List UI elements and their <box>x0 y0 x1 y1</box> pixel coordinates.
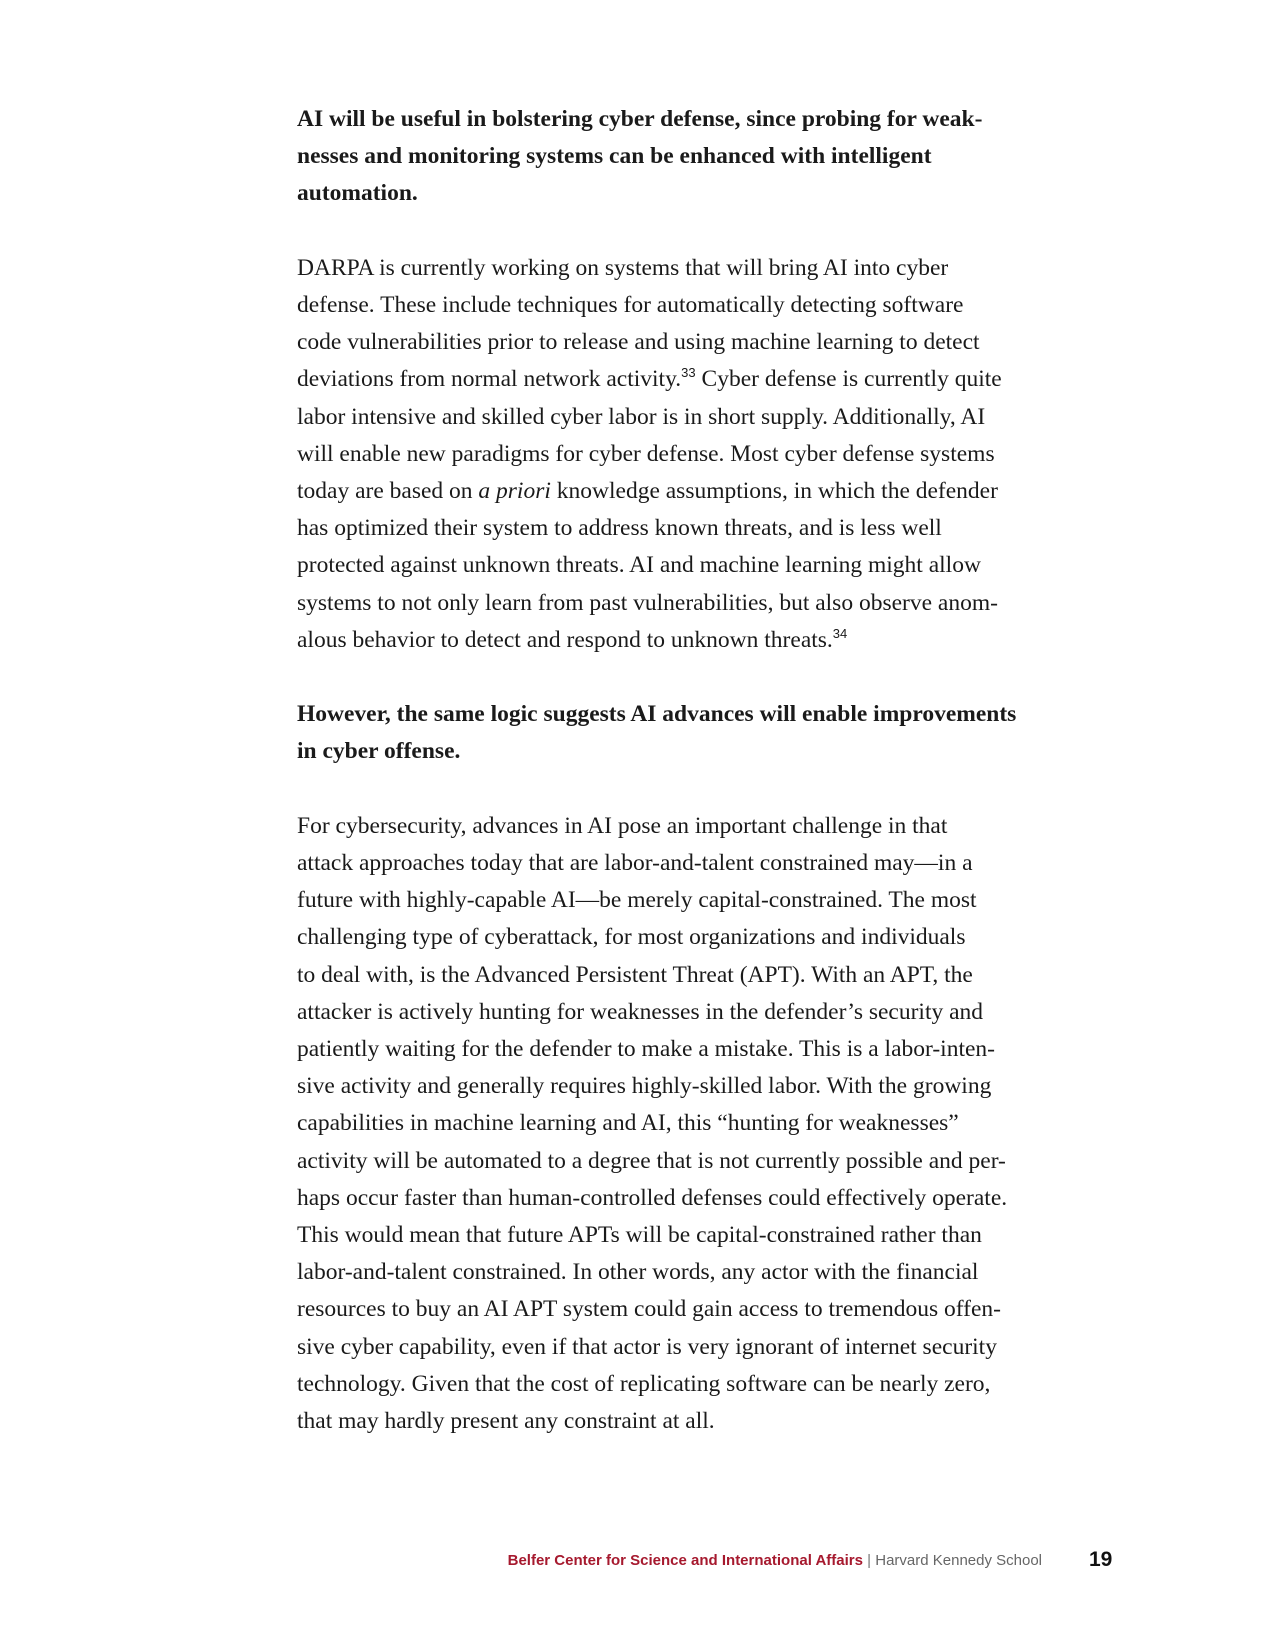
text-line: haps occur faster than human-controlled defenses could effectively operate. <box>297 1184 1008 1211</box>
text-segment: knowledge assumptions, in which the defender <box>550 478 998 505</box>
heading-line: AI will be useful in bolstering cyber defense, since probing for weak- <box>297 106 983 132</box>
text-line: that may hardly present any constraint at all. <box>297 1408 715 1435</box>
page-footer <box>0 1548 1275 1578</box>
text-line: technology. Given that the cost of replicating software can be nearly zero, <box>297 1370 991 1397</box>
text-line: attacker is actively hunting for weaknesses in the defender’s security and <box>297 998 984 1025</box>
footer-separator: | <box>863 1552 876 1569</box>
text-segment: deviations from normal network activity. <box>297 366 682 393</box>
text-line: capabilities in machine learning and AI, this “hunting for weaknesses” <box>297 1110 959 1137</box>
paragraph-gap <box>297 771 1057 808</box>
text-line: For cybersecurity, advances in AI pose an important challenge in that <box>297 812 948 839</box>
text-line: challenging type of cyberattack, for most organizations and individuals <box>297 924 966 951</box>
text-line: future with highly-capable AI—be merely capital-constrained. The most <box>297 887 977 914</box>
text-line: activity will be automated to a degree that is not currently possible and per- <box>297 1147 1006 1174</box>
text-line <box>297 473 1057 510</box>
text-line: labor intensive and skilled cyber labor is in short supply. Additionally, AI <box>297 403 986 430</box>
text-line: labor-and-talent constrained. In other words, any actor with the financial <box>297 1259 979 1286</box>
paragraph-apt-cybersecurity <box>297 808 1057 1440</box>
page-number: 19 <box>1089 1548 1113 1571</box>
text-line: DARPA is currently working on systems that will bring AI into cyber <box>297 254 949 281</box>
text-line: has optimized their system to address known threats, and is less well <box>297 515 942 542</box>
paragraph-darpa-cyber-defense <box>297 250 1057 659</box>
heading-line: automation. <box>297 180 418 207</box>
text-segment: alous behavior to detect and respond to unknown threats. <box>297 626 833 653</box>
text-line: defense. These include techniques for automatically detecting software <box>297 292 964 318</box>
paragraph-gap <box>297 659 1057 696</box>
text-segment: Cyber defense is currently quite <box>695 366 1002 393</box>
footer-school-name: Harvard Kennedy School <box>875 1552 1042 1569</box>
text-line: attack approaches today that are labor-and-talent constrained may—in a <box>297 850 973 877</box>
text-line <box>297 361 1057 398</box>
italic-term-a-priori: a priori <box>478 478 551 505</box>
footer-center-name: Belfer Center for Science and International Affairs <box>507 1552 863 1569</box>
section-heading-cyber-defense <box>297 101 1057 213</box>
heading-line: in cyber offense. <box>297 738 461 765</box>
footnote-ref-33: 33 <box>681 365 696 381</box>
text-line <box>297 622 1057 659</box>
text-line: systems to not only learn from past vulnerabilities, but also observe anom- <box>297 589 998 616</box>
text-line: patiently waiting for the defender to make a mistake. This is a labor-inten- <box>297 1036 996 1063</box>
text-line: will enable new paradigms for cyber defense. Most cyber defense systems <box>297 440 995 467</box>
heading-line: However, the same logic suggests AI advances will enable improvements <box>297 701 1017 728</box>
text-line: sive cyber capability, even if that actor is very ignorant of internet security <box>297 1333 997 1360</box>
text-line: sive activity and generally requires highly-skilled labor. With the growing <box>297 1073 992 1100</box>
footer-attribution <box>508 1552 1042 1569</box>
footnote-ref-34: 34 <box>832 626 848 641</box>
text-line: resources to buy an AI APT system could gain access to tremendous offen- <box>297 1296 1001 1323</box>
section-heading-cyber-offense <box>297 696 1057 770</box>
heading-line: nesses and monitoring systems can be enhanced with intelligent <box>297 143 932 170</box>
paragraph-gap <box>297 213 1057 250</box>
text-segment: today are based on <box>297 478 479 505</box>
text-line: This would mean that future APTs will be capital-constrained rather than <box>297 1222 982 1249</box>
text-line: to deal with, is the Advanced Persistent Threat (APT). With an APT, the <box>297 961 973 988</box>
text-line: code vulnerabilities prior to release and using machine learning to detect <box>297 329 980 356</box>
page-content <box>297 101 1057 1440</box>
text-line: protected against unknown threats. AI and machine learning might allow <box>297 552 981 579</box>
